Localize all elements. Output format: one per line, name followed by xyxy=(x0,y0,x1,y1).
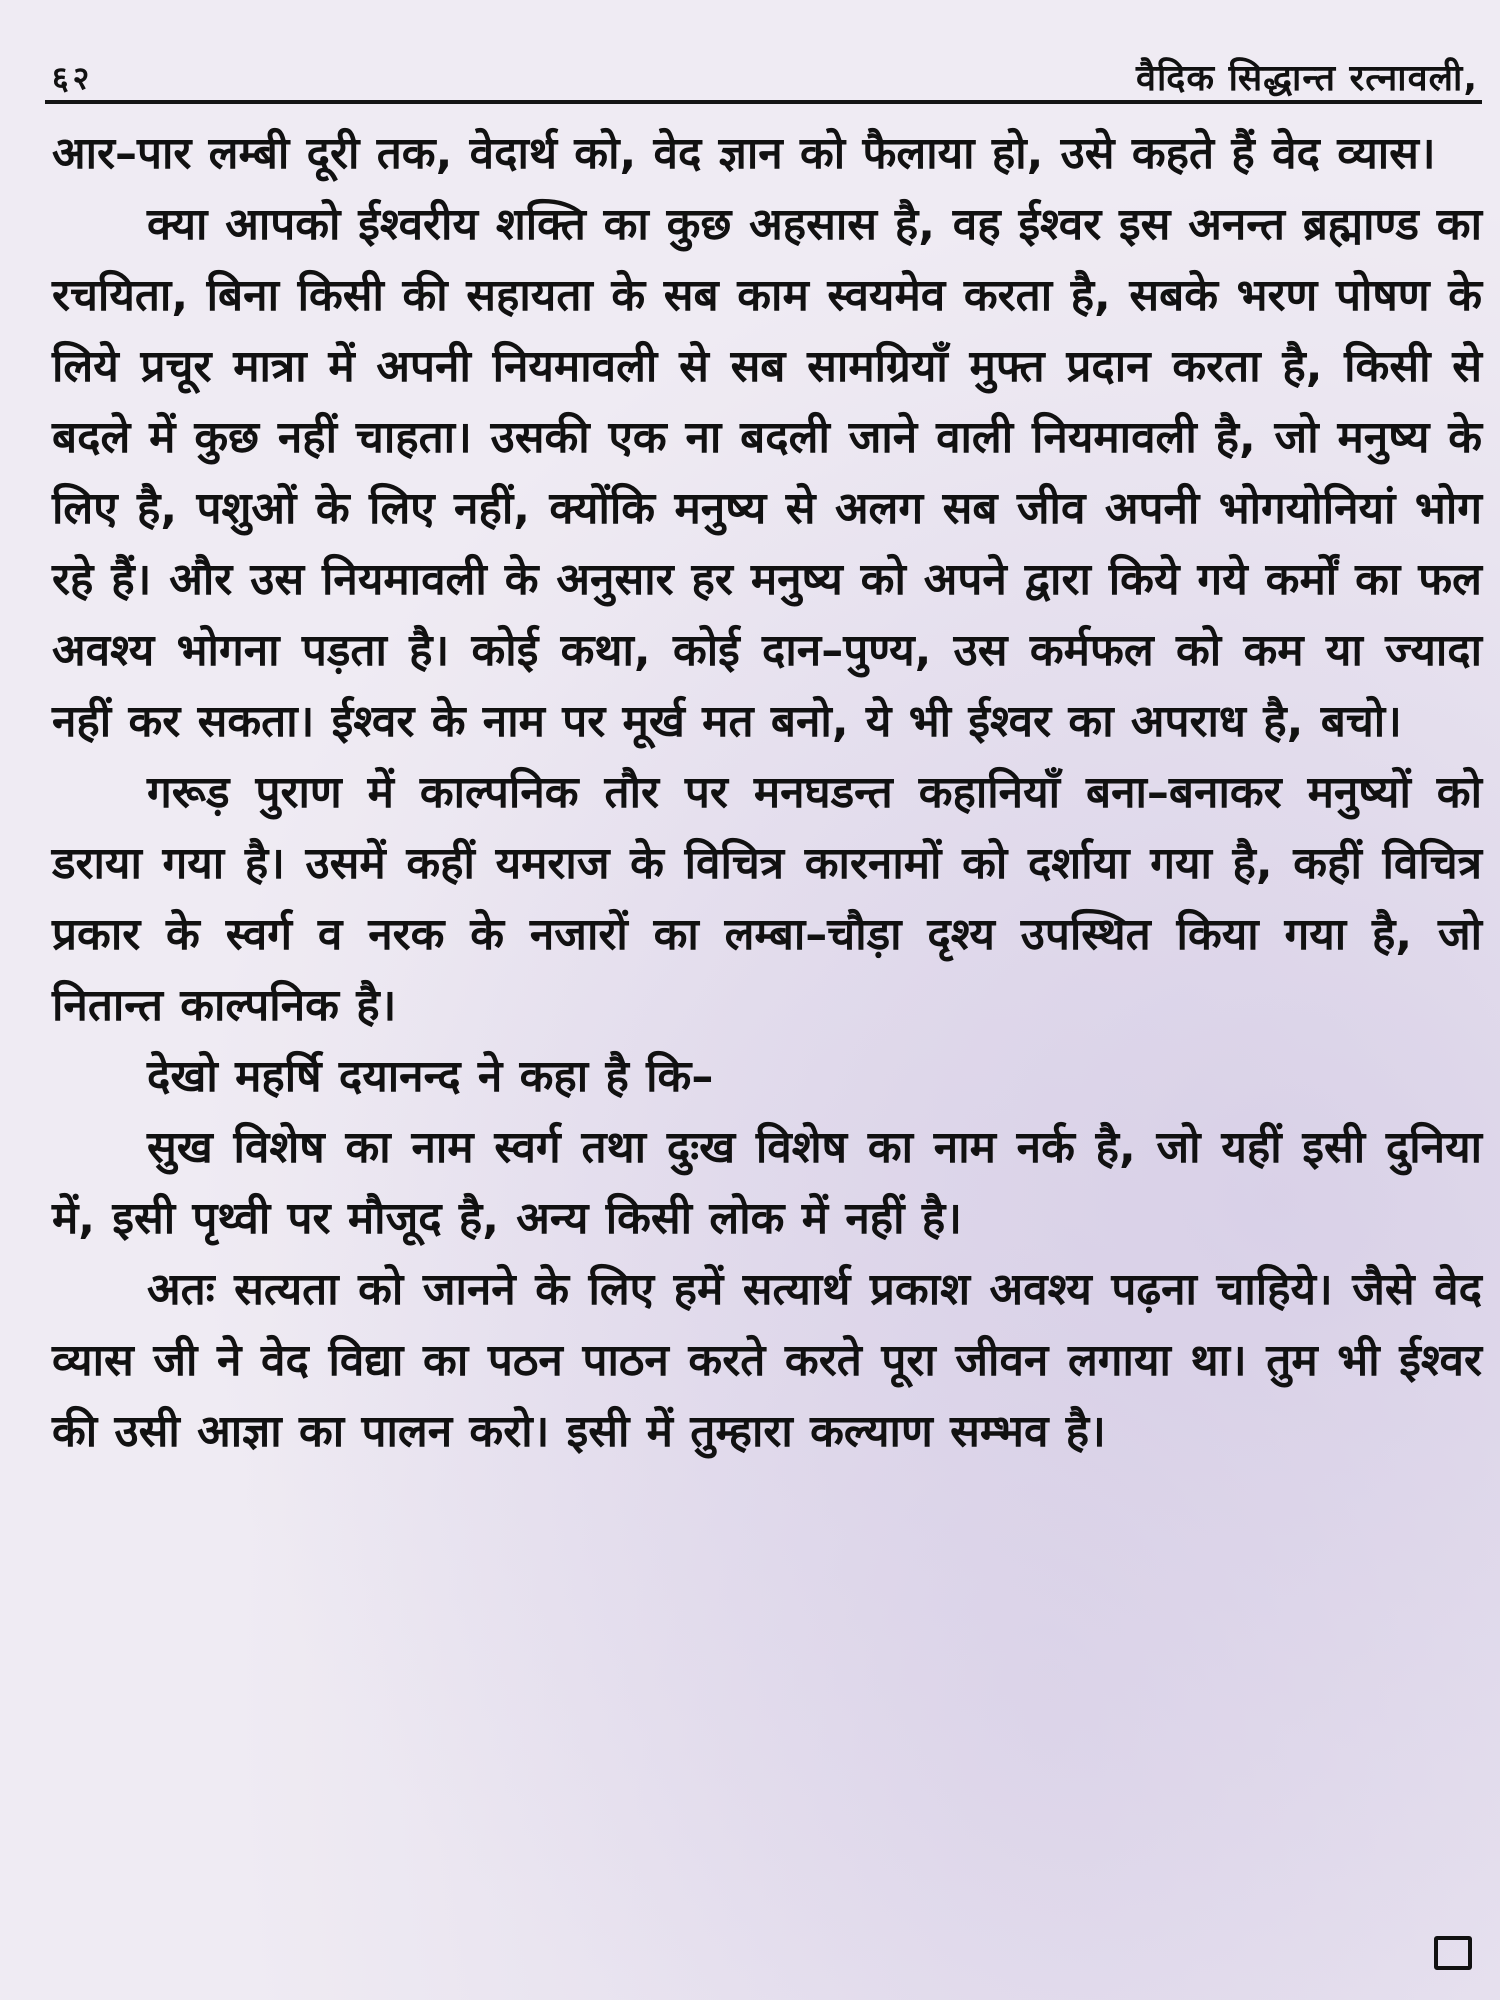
paragraph-1: आर–पार लम्बी दूरी तक, वेदार्थ को, वेद ज्ञान को फैलाया हो, उसे कहते हैं वेद व्यास। xyxy=(52,128,1436,179)
page-header xyxy=(52,48,1478,98)
paragraph-4: देखो महर्षि दयानन्द ने कहा है कि– xyxy=(147,1051,714,1102)
header-rule xyxy=(45,100,1482,104)
paragraph-2: क्या आपको ईश्वरीय शक्ति का कुछ अहसास है, वह ईश्वर इस अनन्त ब्रह्माण्ड का रचयिता, बिना किसी की सहायता के सब काम स्वयमेव करता है, सबके भरण पोषण के लिये प्रचूर मात्रा में अपनी नियमावली से सब सामग्रियाँ मुफ्त प्रदान करता है, किसी से बदले में कुछ नहीं चाहता। उसकी एक ना बदली जाने वाली नियमावली है, जो मनुष्य के लिए है, पशुओं के लिए नहीं, क्योंकि मनुष्य से अलग सब जीव अपनी भोगयोनियां भोग रहे हैं। और उस नियमावली के अनुसार हर मनुष्य को अपने द्वारा किये गये कर्मों का फल अवश्य भोगना पड़ता है। कोई कथा, कोई दान–पुण्य, उस कर्मफल को कम या ज्यादा नहीं कर सकता। ईश्वर के नाम पर मूर्ख मत बनो, ये भी ईश्वर का अपराध है, बचो। xyxy=(52,199,1482,747)
paragraph-5: सुख विशेष का नाम स्वर्ग तथा दुःख विशेष का नाम नर्क है, जो यहीं इसी दुनिया में, इसी पृथ्वी पर मौजूद है, अन्य किसी लोक में नहीं है। xyxy=(52,1122,1482,1244)
paragraph-6: अतः सत्यता को जानने के लिए हमें सत्यार्थ प्रकाश अवश्य पढ़ना चाहिये। जैसे वेद व्यास जी ने वेद विद्या का पठन पाठन करते करते पूरा जीवन लगाया था। तुम भी ईश्वर की उसी आज्ञा का पालन करो। इसी में तुम्हारा कल्याण सम्भव है। xyxy=(52,1264,1482,1457)
running-title: वैदिक सिद्धान्त रत्नावली, xyxy=(1135,58,1478,99)
end-of-section-mark xyxy=(1434,1936,1472,1970)
page-number: ६२ xyxy=(52,59,94,97)
body-text xyxy=(52,118,1482,1467)
paragraph-3: गरूड़ पुराण में काल्पनिक तौर पर मनघडन्त कहानियाँ बना–बनाकर मनुष्यों को डराया गया है। उसमें कहीं यमराज के विचित्र कारनामों को दर्शाया गया है, कहीं विचित्र प्रकार के स्वर्ग व नरक के नजारों का लम्बा–चौड़ा दृश्य उपस्थित किया गया है, जो नितान्त काल्पनिक है। xyxy=(52,767,1482,1031)
